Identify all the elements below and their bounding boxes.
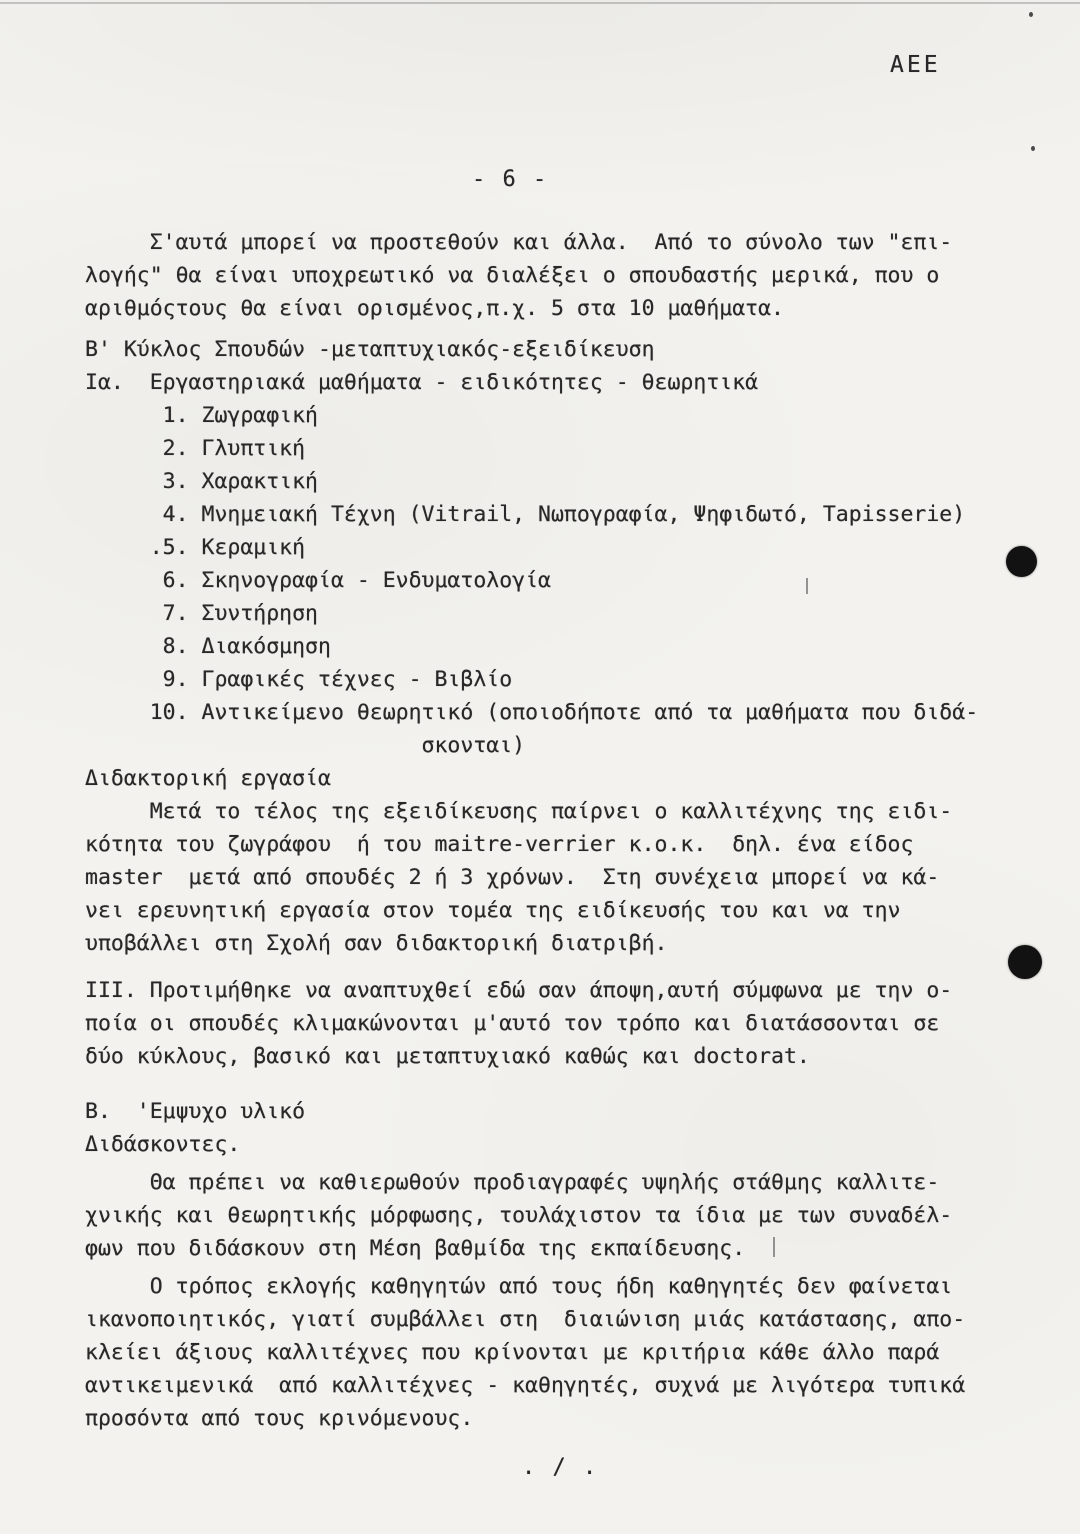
text-line: 6. Σκηνογραφία - Ενδυματολογία [85,568,551,593]
text-line: Θα πρέπει να καθιερωθούν προδιαγραφές υψηλής στάθμης καλλιτε- [85,1170,940,1195]
header-label: AEE [890,52,941,78]
text-line: ποία οι σπουδές κλιμακώνονται μ'αυτό τον τρόπο και διατάσσονται σε [85,1011,940,1036]
text-line: III. Προτιμήθηκε να αναπτυχθεί εδώ σαν άποψη,αυτή σύμφωνα με την ο- [85,978,953,1003]
punch-hole-mark-bottom [1008,945,1042,979]
text-line: Β. 'Εμψυχο υλικό [85,1099,306,1124]
text-line: 7. Συντήρηση [85,601,318,626]
text-line: Διδάσκοντες. [85,1132,241,1157]
text-line: Ια. Εργαστηριακά μαθήματα - ειδικότητες - θεωρητικά [85,370,759,395]
text-line: Διδακτορική εργασία [85,766,331,791]
text-line: 3. Χαρακτική [85,469,318,494]
text-line: σκονται) [85,733,526,758]
text-line: αντικειμενικά από καλλιτέχνες - καθηγητές, συχνά με λιγότερα τυπικά [85,1373,966,1398]
text-line: υποβάλλει στη Σχολή σαν διδακτορική διατριβή. [85,931,668,956]
text-line: master μετά από σπουδές 2 ή 3 χρόνων. Στη συνέχεια μπορεί να κά- [85,865,940,890]
text-line: κότητα του ζωγράφου ή του maitre-verrier κ.ο.κ. δηλ. ένα είδος [85,832,914,857]
scan-speck [1031,146,1035,151]
text-line: φων που διδάσκουν στη Μέση βαθμίδα της εκπαίδευσης. [85,1236,746,1261]
text-line: προσόντα από τους κρινόμενους. [85,1406,474,1431]
text-line: δύο κύκλους, βασικό και μεταπτυχιακό καθώς και doctorat. [85,1044,810,1069]
text-line: νει ερευνητική εργασία στον τομέα της ειδίκευσής του και να την [85,898,901,923]
punch-hole-mark-top [1006,546,1037,577]
text-line: ικανοποιητικός, γιατί συμβάλλει στη διαιώνιση μιάς κατάστασης, απο- [85,1307,966,1332]
scan-edge-line [0,2,1080,4]
scan-tick-artifact [773,1237,775,1257]
scan-speck [1029,12,1033,17]
text-line: 4. Μνημειακή Τέχνη (Vitrail, Νωπογραφία, Ψηφιδωτό, Tapisserie) [85,502,966,527]
text-line: Σ'αυτά μπορεί να προστεθούν και άλλα. Από το σύνολο των "επι- [85,230,953,255]
text-line: 10. Αντικείμενο θεωρητικό (οποιοδήποτε από τα μαθήματα που διδά- [85,700,979,725]
text-line: 8. Διακόσμηση [85,634,331,659]
footer-continuation-mark: . / . [522,1455,599,1480]
text-line: Μετά το τέλος της εξειδίκευσης παίρνει ο καλλιτέχνης της ειδι- [85,799,953,824]
text-line: 1. Ζωγραφική [85,403,318,428]
document-lines [85,226,1015,1435]
text-line: λογής" θα είναι υποχρεωτικό να διαλέξει ο σπουδαστής μερικά, που ο [85,263,940,288]
text-line: Ο τρόπος εκλογής καθηγητών από τους ήδη καθηγητές δεν φαίνεται [85,1274,953,1299]
text-line: .5. Κεραμική [85,535,306,560]
text-line: αριθμόςτους θα είναι ορισμένος,π.χ. 5 στα 10 μαθήματα. [85,296,784,321]
text-line: Β' Κύκλος Σπουδών -μεταπτυχιακός-εξειδίκευση [85,337,655,362]
text-line: 2. Γλυπτική [85,436,306,461]
text-line: κλείει άξιους καλλιτέχνες που κρίνονται με κριτήρια κάθε άλλο παρά [85,1340,940,1365]
scan-tick-artifact [806,578,808,594]
page-number: - 6 - [472,167,549,192]
text-line: χνικής και θεωρητικής μόρφωσης, τουλάχιστον τα ίδια με των συναδέλ- [85,1203,953,1228]
text-line: 9. Γραφικές τέχνες - Βιβλίο [85,667,513,692]
